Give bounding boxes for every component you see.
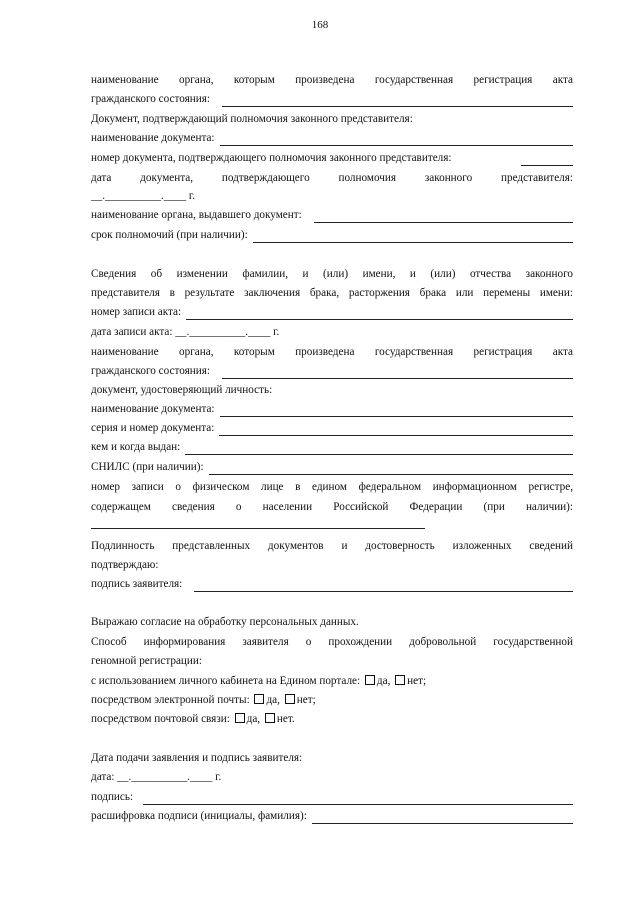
yes-label: да, [376, 675, 391, 687]
text-line: Выражаю согласие на обработку персональных данных. [91, 616, 359, 628]
blank-line [220, 405, 573, 417]
checkbox[interactable] [365, 675, 375, 685]
text-line: наименование органа, которым произведена государственная регистрация акта [91, 74, 573, 86]
checkbox[interactable] [265, 713, 275, 723]
no-label: нет. [276, 713, 295, 725]
blank-line [185, 443, 573, 455]
field-label: гражданского состояния: [91, 93, 210, 105]
blank-line [220, 134, 573, 146]
blank-line [209, 463, 573, 475]
field-label: наименование органа, выдавшего документ: [91, 209, 302, 221]
date-line: __.__________.____ г. [91, 190, 196, 202]
text-line: Способ информирования заявителя о прохождении добровольной государственной [91, 636, 573, 648]
text-line: дата документа, подтверждающего полномочия законного представителя: [91, 172, 573, 184]
field-label: расшифровка подписи (инициалы, фамилия): [91, 810, 307, 822]
field-label: наименование документа: [91, 403, 215, 415]
field-row [91, 130, 573, 146]
text-line: представителя в результате заключения брака, расторжения брака или перемены имени: [91, 287, 573, 299]
blank-line [222, 367, 573, 379]
field-label: номер документа, подтверждающего полномочия законного представителя: [91, 152, 452, 164]
text-line: подтверждаю: [91, 559, 159, 571]
field-row [91, 91, 573, 107]
field-label: подпись: [91, 791, 134, 803]
field-label: кем и когда выдан: [91, 441, 181, 453]
text-line: документ, удостоверяющий личность: [91, 384, 273, 396]
text-line: геномной регистрации: [91, 655, 202, 667]
field-row [91, 513, 573, 529]
field-row [91, 808, 573, 824]
blank-line [143, 793, 573, 805]
checkbox[interactable] [395, 675, 405, 685]
blank-line [186, 308, 573, 320]
text-line: Сведения об изменении фамилии, и (или) имени, и (или) отчества законного [91, 268, 573, 280]
field-label: наименование документа: [91, 132, 215, 144]
date-line: дата: __.__________.____ г. [91, 771, 222, 783]
field-label: гражданского состояния: [91, 365, 210, 377]
blank-line [312, 812, 573, 824]
blank-line [521, 154, 573, 166]
blank-line [222, 95, 573, 107]
text-line: Дата подачи заявления и подпись заявителя: [91, 752, 303, 764]
field-row [91, 207, 573, 223]
yes-label: да, [246, 713, 261, 725]
blank-line [314, 211, 573, 223]
field-label: срок полномочий (при наличии): [91, 229, 248, 241]
option-label: посредством электронной почты: [91, 694, 250, 706]
page-number: 168 [311, 19, 329, 31]
field-row [91, 576, 573, 592]
field-row [91, 401, 573, 417]
text-line: Документ, подтверждающий полномочия законного представителя: [91, 113, 413, 125]
blank-line [253, 231, 573, 243]
field-row [91, 459, 573, 475]
option-label: посредством почтовой связи: [91, 713, 230, 725]
option-label: с использованием личного кабинета на Едином портале: [91, 675, 361, 687]
checkbox[interactable] [254, 694, 264, 704]
field-row [91, 227, 573, 243]
text-line: Подлинность представленных документов и достоверность изложенных сведений [91, 540, 573, 552]
field-row [91, 150, 573, 166]
text-line: наименование органа, которым произведена государственная регистрация акта [91, 346, 573, 358]
text-line: содержащем сведения о населении Российской Федерации (при наличии): [91, 501, 573, 513]
field-label: номер записи акта: [91, 306, 182, 318]
field-row [91, 363, 573, 379]
blank-line [219, 424, 573, 436]
field-row [91, 439, 573, 455]
date-line: дата записи акта: __.__________.____ г. [91, 326, 280, 338]
yes-label: да, [266, 694, 280, 706]
field-label: подпись заявителя: [91, 578, 183, 590]
field-row [91, 420, 573, 436]
checkbox[interactable] [285, 694, 295, 704]
field-label: серия и номер документа: [91, 422, 215, 434]
field-row [91, 789, 573, 805]
checkbox[interactable] [235, 713, 245, 723]
field-label: СНИЛС (при наличии): [91, 461, 204, 473]
option-row [91, 692, 573, 708]
blank-line [194, 580, 573, 592]
option-row [91, 711, 573, 727]
no-label: нет; [407, 675, 427, 687]
blank-line [91, 517, 425, 529]
no-label: нет; [296, 694, 316, 706]
option-row [91, 673, 573, 689]
field-row [91, 304, 573, 320]
text-line: номер записи о физическом лице в едином федеральном информационном регистре, [91, 481, 573, 493]
